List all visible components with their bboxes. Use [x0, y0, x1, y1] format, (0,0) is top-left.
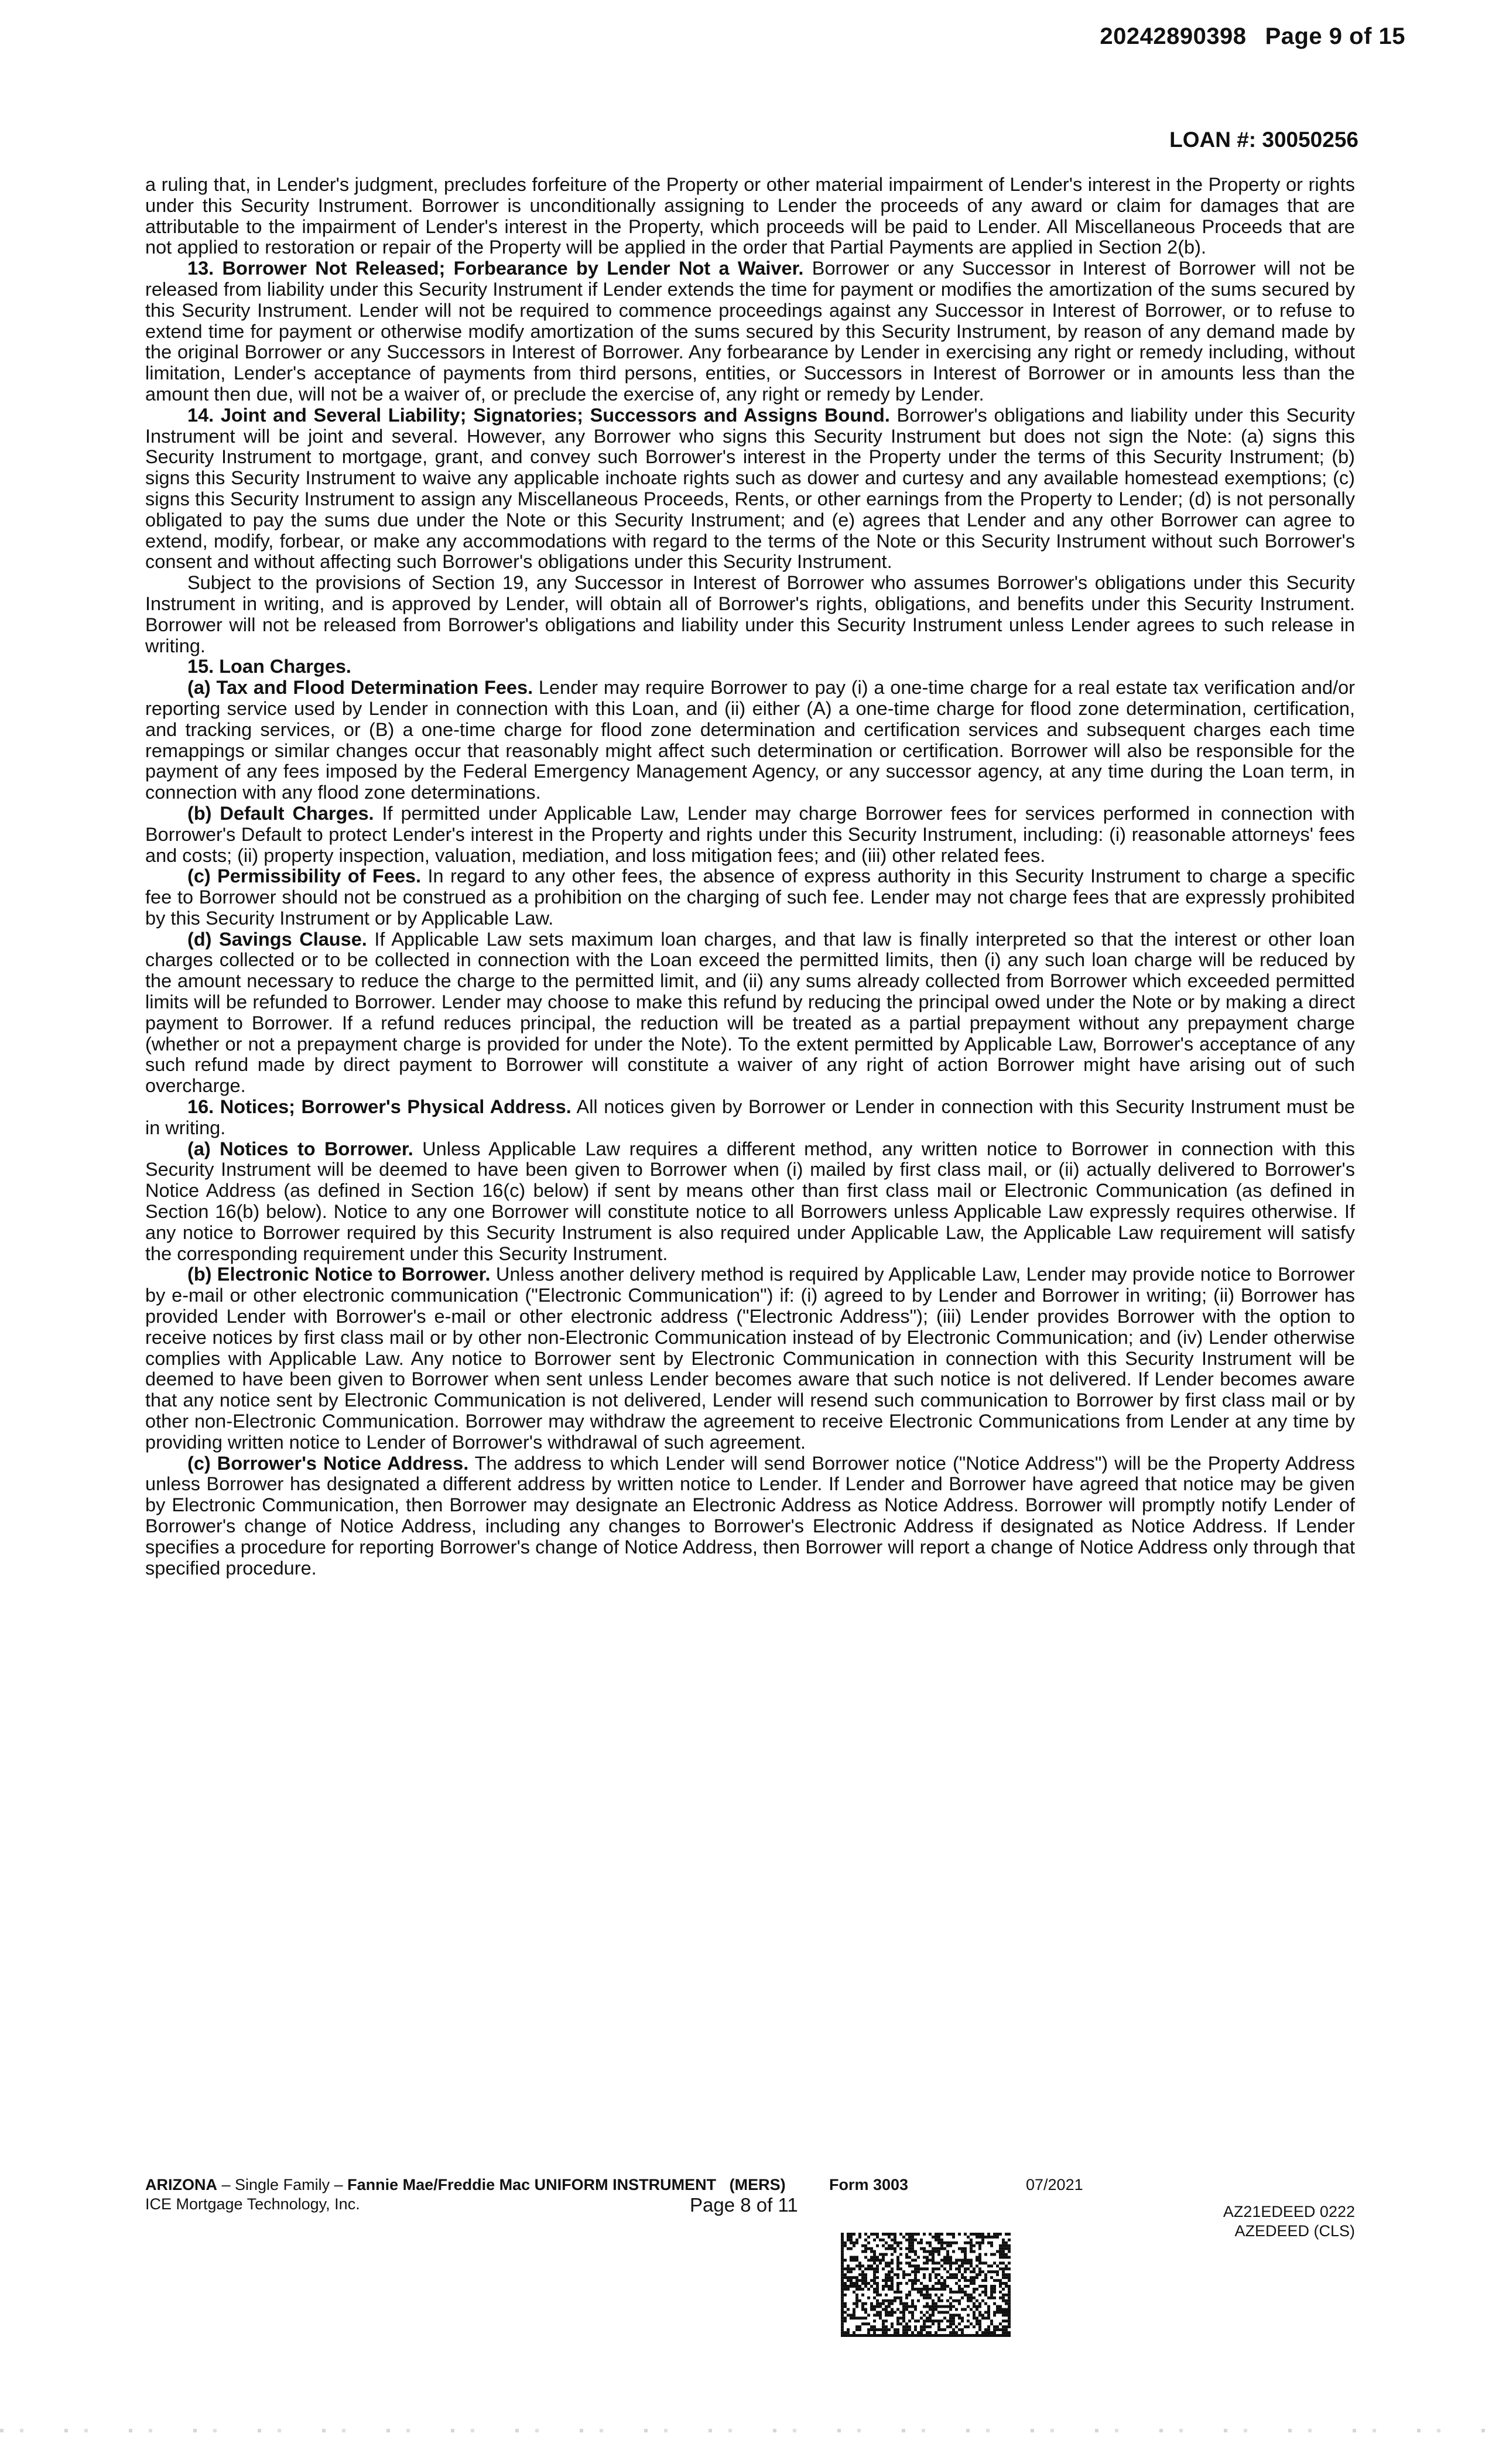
footer-code-1: AZ21EDEED 0222 [1223, 2203, 1355, 2220]
paragraph-text: Unless Applicable Law requires a different method, any written notice to Borrower in connection with this Security Instrument will be deemed to have been given to Borrower when (i) mailed by first class mail, or (ii) actually delivered to Borrower's Notice Address (as defined in Section 16(c) below) if sent by means other than first class mail or Electronic Communication (as defined in Section 16(b) below). Notice to any one Borrower will constitute notice to all Borrowers unless Applicable Law expressly requires otherwise. If any notice to Borrower required by this Security Instrument is also required under Applicable Law, the Applicable Law requirement will satisfy the corresponding requirement under this Security Instrument. [145, 1138, 1356, 1264]
paragraph-heading: 13. Borrower Not Released; Forbearance by Lender Not a Waiver. [187, 258, 804, 279]
paragraph-text: If Applicable Law sets maximum loan charges, and that law is finally interpreted so that the interest or other loan charges collected or to be collected in connection with the Loan exceed the permitted limits, then (i) any such loan charge will be reduced by the amount necessary to reduce the charge to the permitted limit, and (ii) any sums already collected from Borrower which exceeded permitted limits will be refunded to Borrower. Lender may choose to make this refund by reducing the principal owed under the Note or by making a direct payment to Borrower. If a refund reduces principal, the reduction will be treated as a partial prepayment without any prepayment charge (whether or not a prepayment charge is provided for under the Note). To the extent permitted by Applicable Law, Borrower's acceptance of any such refund made by direct payment to Borrower will constitute a waiver of any right of action Borrower might have arising out of such overcharge. [145, 928, 1355, 1097]
paragraph-heading: (b) Default Charges. [187, 802, 374, 824]
footer-page-number: Page 8 of 11 [690, 2194, 798, 2216]
paragraph-heading: 16. Notices; Borrower's Physical Address. [187, 1096, 571, 1118]
footer-publisher: ICE Mortgage Technology, Inc. [145, 2195, 360, 2213]
paragraph-text: Lender may require Borrower to pay (i) a one-time charge for a real estate tax verification and/or reporting service used by Lender in connection with this Loan, and (ii) either (A) a one-time charge for flood zone determination, certification, and tracking services, or (B) a one-time charge for flood zone determination and certification services and subsequent charges each time remappings or similar changes occur that reasonably might affect such determination or certification. Borrower will also be responsible for the payment of any fees imposed by the Federal Emergency Management Agency, or any successor agency, at any time during the Loan term, in connection with any flood zone determinations. [145, 677, 1355, 803]
footer-form-number: Form 3003 [829, 2176, 909, 2193]
paragraph [145, 174, 1355, 258]
footer-form-desc-2: Fannie Mae/Freddie Mac UNIFORM INSTRUMENT [347, 2176, 717, 2193]
paragraph-text: All notices given by Borrower or Lender in connection with this Security Instrument must be in writing. [145, 1096, 1356, 1138]
paragraph-heading: (b) Electronic Notice to Borrower. [187, 1264, 491, 1285]
recording-page-label: Page 9 of 15 [1265, 23, 1405, 49]
footer-codes [1223, 2202, 1355, 2241]
paragraph [145, 258, 1355, 405]
paragraph-heading: (c) Permissibility of Fees. [187, 865, 422, 887]
paragraph-text: Borrower or any Successor in Interest of Borrower will not be released from liability under this Security Instrument if Lender extends the time for payment or modifies the amortization of the sums secured by this Security Instrument. Lender will not be required to commence proceedings against any Successor in Interest of Borrower, or to refuse to extend time for payment or otherwise modify amortization of the sums secured by this Security Instrument, by reason of any demand made by the original Borrower or any Successors in Interest of Borrower. Any forbearance by Lender in exercising any right or remedy including, without limitation, Lender's acceptance of payments from third persons, entities, or Successors in Interest of Borrower or in amounts less than the amount then due, will not be a waiver of, or preclude the exercise of, any right or remedy by Lender. [145, 258, 1355, 405]
paragraph-heading: (c) Borrower's Notice Address. [187, 1452, 469, 1474]
paragraph-text: Subject to the provisions of Section 19, any Successor in Interest of Borrower who assumes Borrower's obligations under this Security Instrument in writing, and is approved by Lender, will obtain all of Borrower's rights, obligations, and benefits under this Security Instrument. Borrower will not be released from Borrower's obligations and liability under this Security Instrument unless Lender agrees to such release in writing. [145, 572, 1355, 656]
paragraph [145, 1264, 1355, 1453]
paragraph [145, 1453, 1355, 1579]
footer-mers: (MERS) [729, 2176, 786, 2193]
paragraph [145, 677, 1355, 803]
document-number: 20242890398 [1100, 23, 1247, 49]
paragraph-heading: (a) Tax and Flood Determination Fees. [187, 677, 533, 699]
footer-state: ARIZONA [145, 2176, 217, 2193]
footer-form-desc-1: – Single Family – [217, 2176, 348, 2193]
paragraph-text: a ruling that, in Lender's judgment, precludes forfeiture of the Property or other material impairment of Lender's interest in the Property or rights under this Security Instrument. Borrower is unconditionally assigning to Lender the proceeds of any award or claim for damages that are attributable to the impairment of Lender's interest in the Property, which proceeds will be paid to Lender. All Miscellaneous Proceeds that are not applied to restoration or repair of the Property will be applied in the order that Partial Payments are applied in Section 2(b). [145, 174, 1355, 258]
paragraph-heading: 15. Loan Charges. [187, 656, 351, 677]
footer-form-date: 07/2021 [1026, 2176, 1083, 2193]
document-body [145, 174, 1355, 1579]
paragraph-text: Borrower's obligations and liability under this Security Instrument will be joint and several. However, any Borrower who signs this Security Instrument but does not sign the Note: (a) signs this Security Instrument to mortgage, grant, and convey such Borrower's interest in the Property under the terms of this Security Instrument; (b) signs this Security Instrument to waive any applicable inchoate rights such as dower and curtesy and any available homestead exemptions; (c) signs this Security Instrument to assign any Miscellaneous Proceeds, Rents, or other earnings from the Property to Lender; (d) is not personally obligated to pay the sums due under the Note or this Security Instrument; and (e) agrees that Lender and any other Borrower can agree to extend, modify, forbear, or make any accommodations with regard to the terms of the Note or this Security Instrument without such Borrower's consent and without affecting such Borrower's obligations under this Security Instrument. [145, 404, 1355, 573]
footer-form-line [145, 2175, 786, 2195]
paragraph-text: The address to which Lender will send Borrower notice ("Notice Address") will be the Property Address unless Borrower has designated a different address by written notice to Lender. If Lender and Borrower have agreed that notice may be given by Electronic Communication, then Borrower may designate an Electronic Address as Notice Address. Borrower will promptly notify Lender of Borrower's change of Notice Address, including any changes to Borrower's Electronic Address if designated as Notice Address. If Lender specifies a procedure for reporting Borrower's change of Notice Address, then Borrower will report a change of Notice Address only through that specified procedure. [145, 1452, 1355, 1579]
paragraph [145, 866, 1355, 929]
paragraph [145, 929, 1355, 1097]
paragraph-text: Unless another delivery method is required by Applicable Law, Lender may provide notice to Borrower by e-mail or other electronic communication ("Electronic Communication") if: (i) agreed to by Lender and Borrower in writing; (ii) Borrower has provided Lender with Borrower's e-mail or other electronic address ("Electronic Address"); (iii) Lender provides Borrower with the option to receive notices by first class mail or by other non-Electronic Communication instead of by Electronic Communication; and (iv) Lender otherwise complies with Applicable Law. Any notice to Borrower sent by Electronic Communication in connection with this Security Instrument will be deemed to have been given to Borrower when sent unless Lender becomes aware that such notice is not delivered. If Lender becomes aware that any notice sent by Electronic Communication is not delivered, Lender will resend such communication to Borrower by first class mail or by other non-Electronic Communication. Borrower may withdraw the agreement to receive Electronic Communications from Lender at any time by providing written notice to Lender of Borrower's withdrawal of such agreement. [145, 1264, 1355, 1453]
barcode-icon [841, 2233, 1011, 2337]
paragraph [145, 803, 1355, 866]
paragraph [145, 573, 1355, 656]
paragraph-heading: (d) Savings Clause. [187, 928, 367, 950]
page-footer [145, 2175, 1355, 2339]
recording-stamp [1100, 23, 1405, 50]
paragraph-heading: 14. Joint and Several Liability; Signatories; Successors and Assigns Bound. [187, 404, 890, 426]
footer-code-2: AZEDEED (CLS) [1234, 2222, 1355, 2240]
scan-artifact-line [0, 2429, 1499, 2432]
paragraph-heading: (a) Notices to Borrower. [187, 1138, 413, 1159]
paragraph-text: If permitted under Applicable Law, Lender may charge Borrower fees for services performed in connection with Borrower's Default to protect Lender's interest in the Property and rights under this Security Instrument, including: (i) reasonable attorneys' fees and costs; (ii) property inspection, valuation, mediation, and loss mitigation fees; and (iii) other related fees. [145, 802, 1355, 866]
paragraph [145, 656, 1355, 677]
loan-number: LOAN #: 30050256 [1169, 128, 1358, 152]
paragraph-text: In regard to any other fees, the absence of express authority in this Security Instrument to charge a specific fee to Borrower should not be construed as a prohibition on the charging of such fee. Lender may not charge fees that are expressly prohibited by this Security Instrument or by Applicable Law. [145, 865, 1355, 929]
paragraph [145, 405, 1355, 573]
paragraph [145, 1139, 1355, 1265]
paragraph [145, 1097, 1355, 1139]
